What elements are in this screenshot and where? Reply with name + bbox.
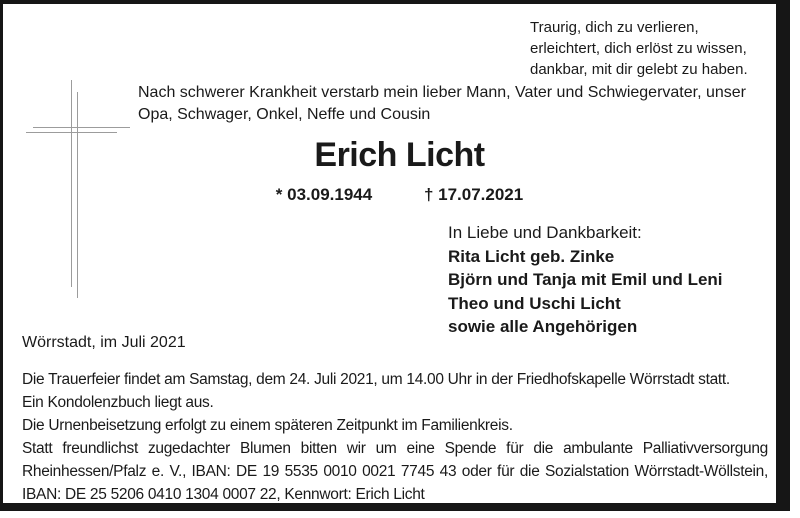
death-date: † 17.07.2021 — [423, 185, 524, 204]
donation-detail-line: IBAN: DE 25 5206 0410 1304 0007 22, Kennwort: Erich Licht — [22, 486, 425, 503]
life-dates — [23, 185, 776, 205]
epigraph-line: Traurig, dich zu verlieren, — [530, 19, 699, 36]
mourners-heading: In Liebe und Dankbarkeit: — [448, 223, 642, 242]
donation-detail-line: Rheinhessen/Pfalz e. V., IBAN: DE 19 5535 0010 0021 7745 43 oder für die Sozialstation Wörrstadt-Wöllstein, — [22, 463, 768, 480]
birth-date: * 03.09.1944 — [275, 185, 373, 204]
cross-horizontal-line-2 — [26, 132, 117, 133]
cross-vertical-line-1 — [71, 80, 72, 287]
mourner-name: Rita Licht geb. Zinke — [448, 246, 615, 266]
intro-text — [138, 82, 746, 126]
place-dateline: Wörrstadt, im Juli 2021 — [22, 334, 186, 351]
mourner-name: Theo und Uschi Licht — [448, 293, 621, 313]
funeral-detail-line: Die Urnenbeisetzung erfolgt zu einem späteren Zeitpunkt im Familienkreis. — [22, 417, 513, 434]
epigraph-line: dankbar, mit dir gelebt zu haben. — [530, 61, 748, 78]
funeral-details — [22, 368, 768, 506]
funeral-detail-line: Ein Kondolenzbuch liegt aus. — [22, 394, 214, 411]
intro-line: Nach schwerer Krankheit verstarb mein lieber Mann, Vater und Schwiegervater, unser — [138, 84, 746, 101]
mourner-name: sowie alle Angehörigen — [448, 317, 638, 336]
donation-detail-line: Statt freundlichst zugedachter Blumen bitten wir um eine Spende für die ambulante Palliativversorgung — [22, 440, 768, 457]
intro-line: Opa, Schwager, Onkel, Neffe und Cousin — [138, 106, 431, 123]
funeral-detail-line: Die Trauerfeier findet am Samstag, dem 24. Juli 2021, um 14.00 Uhr in der Friedhofskapelle Wörrstadt statt. — [22, 371, 730, 388]
deceased-name: Erich Licht — [314, 136, 485, 174]
mourner-name: Björn und Tanja mit Emil und Leni — [448, 270, 723, 289]
cross-horizontal-line-1 — [33, 127, 130, 128]
mourners-block — [448, 221, 723, 339]
epigraph-line: erleichtert, dich erlöst zu wissen, — [530, 40, 747, 57]
obituary-notice-body — [3, 4, 776, 503]
epigraph — [530, 17, 748, 80]
